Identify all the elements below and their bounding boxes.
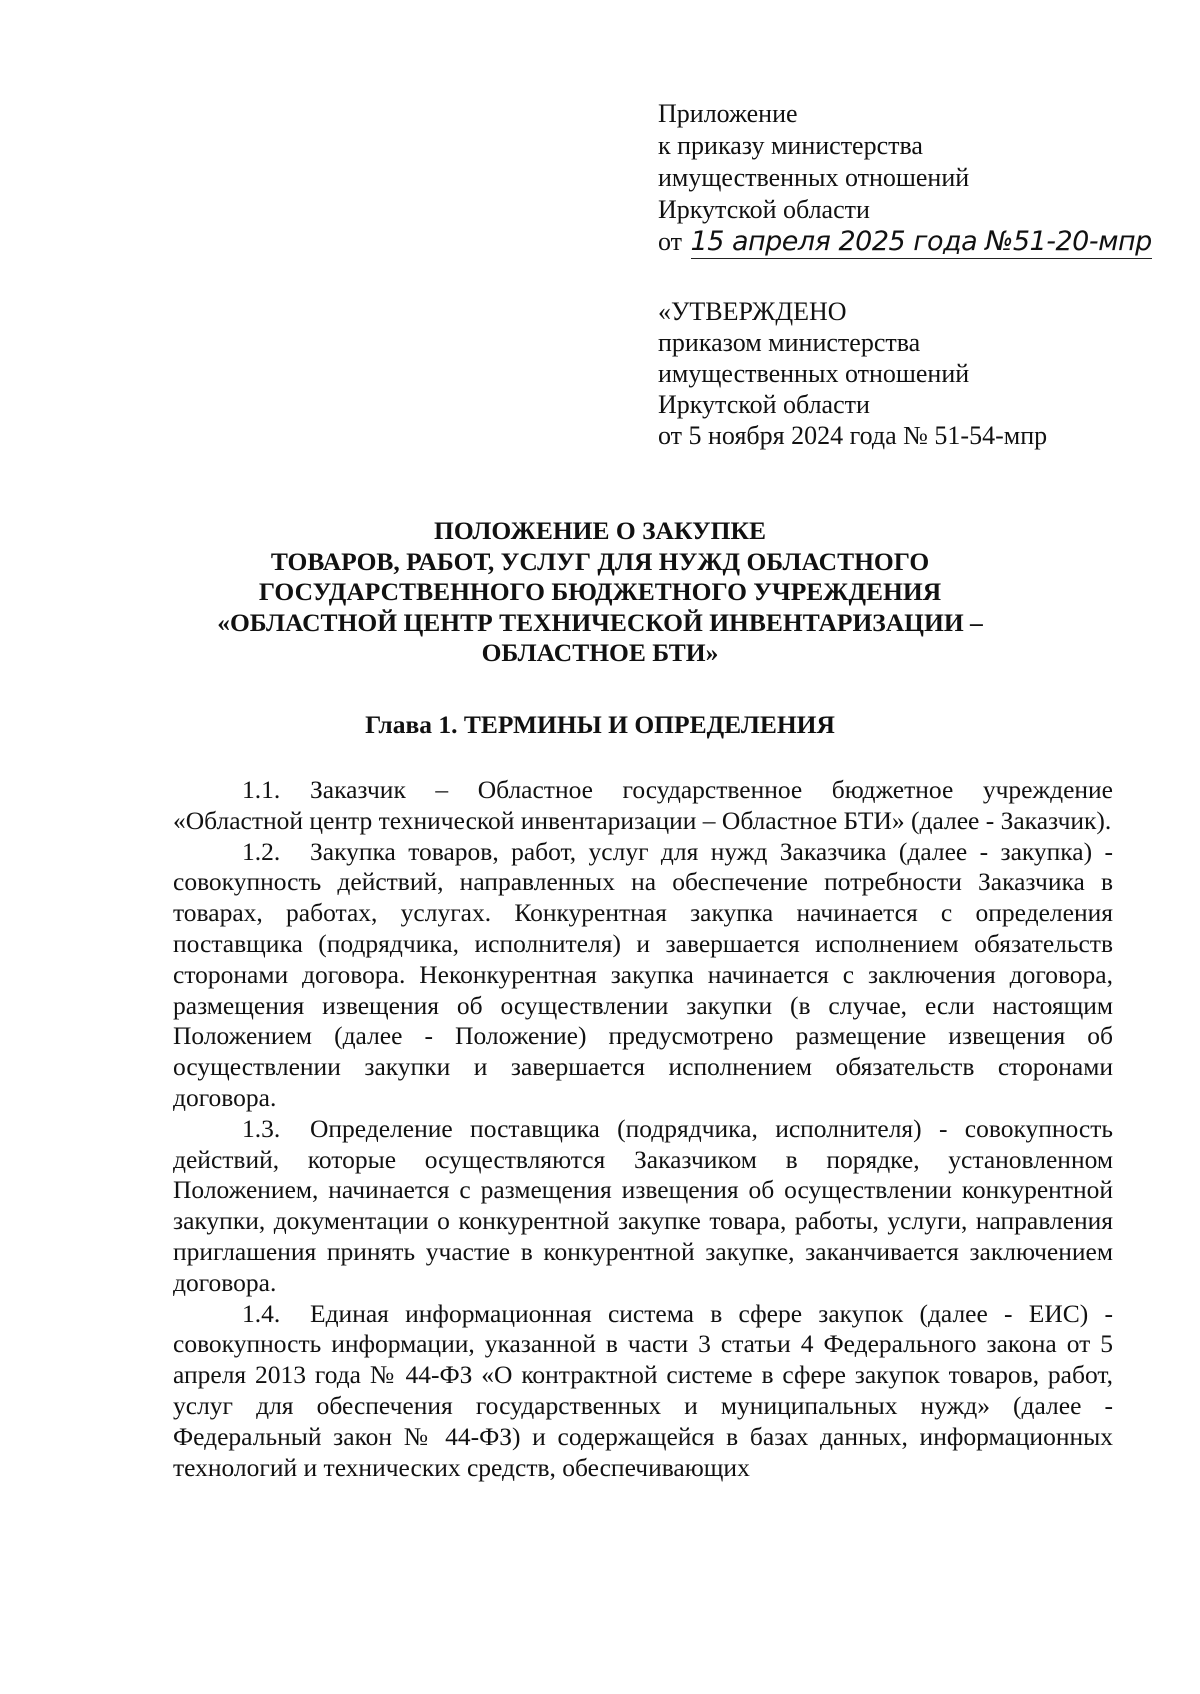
- approval-line: имущественных отношений: [658, 359, 970, 388]
- approval-line: приказом министерства: [658, 328, 921, 357]
- paragraph-number: 1.2.: [242, 836, 281, 866]
- paragraph-text: Закупка товаров, работ, услуг для нужд Заказчика (далее - закупка) - совокупность действий, направленных на обеспечение потребности Заказчика в товарах, работах, услугах. Конкурентная закупка начинается с определения поставщика (подрядчика, исполнителя) и завершается исполнением обязательств сторонами договора. Неконкурентная закупка начинается с заключения договора, размещения извещения об осуществлении закупки (в случае, если настоящим Положением (далее - Положение) предусмотрено размещение извещения об осуществлении закупки и завершается исполнением обязательств сторонами договора.: [173, 836, 1113, 1112]
- approval-block: [658, 296, 1178, 451]
- appendix-line: к приказу министерства: [658, 131, 923, 160]
- handwritten-date-number: 15 апреля 2025 года №51-20-мпр: [690, 226, 1152, 257]
- appendix-date-line: [658, 226, 1198, 258]
- document-title: [150, 516, 1050, 669]
- approval-line: «УТВЕРЖДЕНО: [658, 297, 847, 326]
- paragraph-number: 1.3.: [242, 1113, 281, 1143]
- title-line: ГОСУДАРСТВЕННОГО БЮДЖЕТНОГО УЧРЕЖДЕНИЯ: [258, 577, 942, 606]
- approval-line: Иркутской области: [658, 390, 870, 419]
- title-line: ТОВАРОВ, РАБОТ, УСЛУГ ДЛЯ НУЖД ОБЛАСТНОГО: [270, 546, 930, 576]
- paragraph: [173, 1299, 1113, 1484]
- appendix-line: имущественных отношений: [658, 163, 970, 192]
- title-line: «ОБЛАСТНОЙ ЦЕНТР ТЕХНИЧЕСКОЙ ИНВЕНТАРИЗАЦИИ –: [217, 607, 983, 637]
- paragraph: [173, 1114, 1113, 1299]
- date-prefix: от: [658, 227, 683, 256]
- document-body: [173, 775, 1113, 1483]
- paragraph: [173, 837, 1113, 1114]
- appendix-line: Иркутской области: [658, 195, 870, 224]
- title-line: ПОЛОЖЕНИЕ О ЗАКУПКЕ: [434, 516, 766, 545]
- approval-line: от 5 ноября 2024 года № 51-54-мпр: [658, 421, 1048, 450]
- paragraph-text: Заказчик – Областное государственное бюджетное учреждение «Областной центр технической инвентаризации – Областное БТИ» (далее - Заказчик).: [173, 775, 1113, 835]
- paragraph-text: Единая информационная система в сфере закупок (далее - ЕИС) - совокупность информации, указанной в части 3 статьи 4 Федерального закона от 5 апреля 2013 года № 44-ФЗ «О контрактной системе в сфере закупок товаров, работ, услуг для обеспечения государственных и муниципальных нужд» (далее - Федеральный закон № 44-ФЗ) и содержащейся в базах данных, информационных технологий и технических средств, обеспечивающих: [173, 1298, 1113, 1482]
- paragraph: [173, 775, 1113, 837]
- appendix-line: Приложение: [658, 99, 798, 128]
- paragraph-number: 1.1.: [242, 775, 281, 804]
- title-line: ОБЛАСТНОЕ БТИ»: [481, 638, 719, 667]
- appendix-block: [658, 98, 1198, 258]
- chapter-heading: Глава 1. ТЕРМИНЫ И ОПРЕДЕЛЕНИЯ: [365, 710, 835, 739]
- paragraph-text: Определение поставщика (подрядчика, исполнителя) - совокупность действий, которые осуществляются Заказчиком в порядке, установленном Положением, начинается с размещения извещения об осуществлении конкурентной закупки, документации о конкурентной закупке товара, работы, услуги, направления приглашения принять участие в конкурентной закупке, заканчивается заключением договора.: [173, 1113, 1113, 1297]
- paragraph-number: 1.4.: [242, 1298, 281, 1328]
